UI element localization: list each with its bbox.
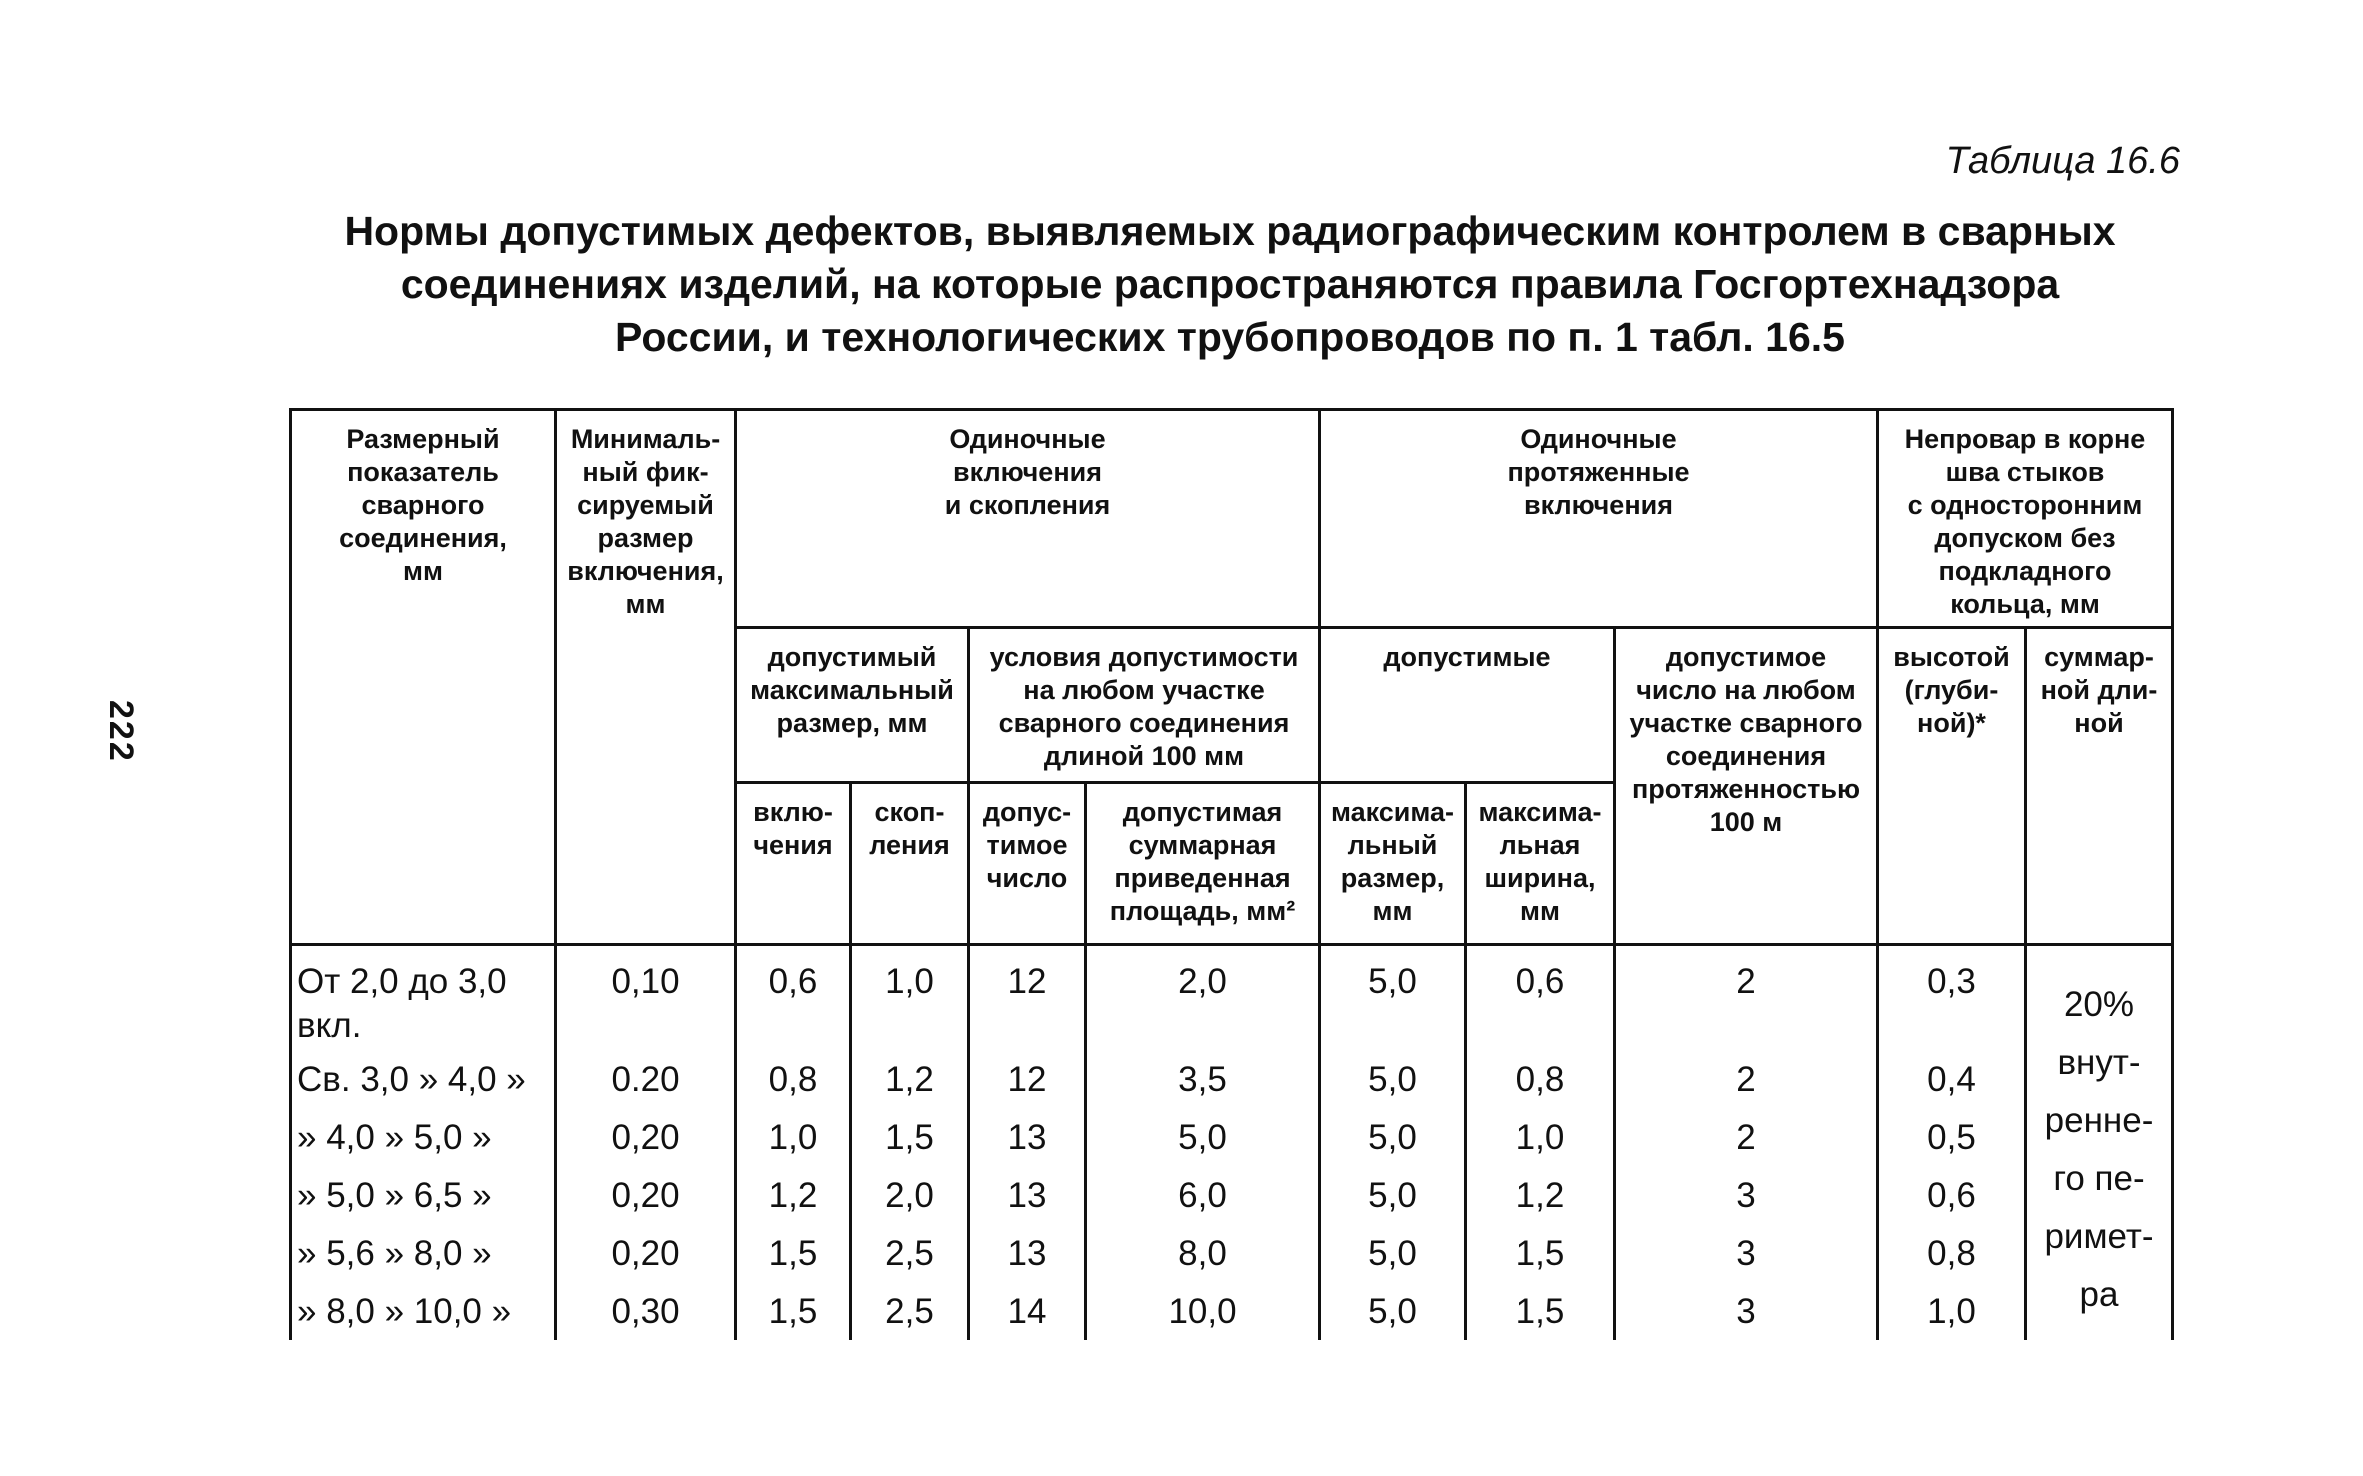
clusters-cell: 2,0 bbox=[851, 1166, 969, 1224]
table-row bbox=[291, 945, 2173, 1051]
max-size-cell: 5,0 bbox=[1320, 1108, 1466, 1166]
header-max-allowed-size bbox=[736, 628, 969, 783]
cell-line: на любом участке bbox=[1023, 675, 1265, 705]
min-size-cell: 0,30 bbox=[556, 1282, 736, 1340]
header-allowed-count bbox=[1615, 628, 1878, 945]
cell-line: включения bbox=[953, 457, 1102, 487]
cell-line: условия допустимости bbox=[989, 642, 1299, 672]
cell-line: допустимый bbox=[767, 642, 937, 672]
max-width-cell: 0,8 bbox=[1466, 1050, 1615, 1108]
table-row bbox=[291, 1108, 2173, 1166]
header-max-width bbox=[1466, 783, 1615, 945]
size-cell: » 4,0 » 5,0 » bbox=[291, 1108, 556, 1166]
cell-line: суммар- bbox=[2044, 642, 2154, 672]
inclusions-cell: 1,0 bbox=[736, 1108, 851, 1166]
cell-line: включения, bbox=[567, 556, 724, 586]
cell-line: число на любом bbox=[1636, 675, 1856, 705]
table-title bbox=[290, 205, 2170, 364]
inclusions-cell: 0,6 bbox=[736, 945, 851, 1051]
cell-line: ной дли- bbox=[2040, 675, 2158, 705]
cell-line: кольца, мм bbox=[1950, 589, 2100, 619]
inclusions-cell: 1,5 bbox=[736, 1282, 851, 1340]
cell-line: размер bbox=[597, 523, 694, 553]
cell-line: допустимое bbox=[1665, 642, 1827, 672]
cell-line: включения bbox=[1524, 490, 1673, 520]
number-cell: 13 bbox=[969, 1166, 1086, 1224]
header-max-size bbox=[1320, 783, 1466, 945]
depth-cell: 1,0 bbox=[1878, 1282, 2026, 1340]
depth-cell: 0,6 bbox=[1878, 1166, 2026, 1224]
header-lack-of-fusion bbox=[1878, 410, 2173, 628]
cell-line: ный фик- bbox=[582, 457, 709, 487]
area-cell: 3,5 bbox=[1086, 1050, 1320, 1108]
cell-line: ления bbox=[869, 830, 950, 860]
clusters-cell: 2,5 bbox=[851, 1282, 969, 1340]
min-size-cell: 0.20 bbox=[556, 1050, 736, 1108]
cell-line: сируемый bbox=[577, 490, 714, 520]
cell-line: с односторонним bbox=[1907, 490, 2143, 520]
count-cell: 3 bbox=[1615, 1224, 1878, 1282]
cell-line: максима- bbox=[1478, 797, 1602, 827]
cell-line: внут- bbox=[2057, 1043, 2141, 1082]
cell-line: ра bbox=[2079, 1275, 2119, 1314]
cell-line: льный bbox=[1347, 830, 1438, 860]
cell-line: Одиночные bbox=[949, 424, 1106, 454]
clusters-cell: 1,2 bbox=[851, 1050, 969, 1108]
title-line: России, и технологических трубопроводов по п. 1 табл. 16.5 bbox=[615, 314, 1845, 360]
max-size-cell: 5,0 bbox=[1320, 1050, 1466, 1108]
cell-line: приведенная bbox=[1114, 863, 1291, 893]
cell-line: (глуби- bbox=[1904, 675, 1999, 705]
cell-line: длиной 100 мм bbox=[1043, 741, 1245, 771]
count-cell: 3 bbox=[1615, 1166, 1878, 1224]
cell-line: льная bbox=[1499, 830, 1581, 860]
cell-line: сварного соединения bbox=[998, 708, 1290, 738]
cell-line: го пе- bbox=[2053, 1159, 2145, 1198]
max-width-cell: 1,5 bbox=[1466, 1282, 1615, 1340]
cell-line: соединения bbox=[1665, 741, 1827, 771]
table-caption: Таблица 16.6 bbox=[1945, 140, 2180, 182]
cell-line: максима- bbox=[1330, 797, 1455, 827]
count-cell: 2 bbox=[1615, 1050, 1878, 1108]
depth-cell: 0,5 bbox=[1878, 1108, 2026, 1166]
min-size-cell: 0,20 bbox=[556, 1166, 736, 1224]
header-total-length bbox=[2026, 628, 2173, 945]
cell-line: и скопления bbox=[944, 490, 1111, 520]
cell-line: число bbox=[986, 863, 1068, 893]
cell-line: размер, bbox=[1340, 863, 1445, 893]
header-clusters bbox=[851, 783, 969, 945]
cell-line: 20% bbox=[2063, 985, 2135, 1024]
min-size-cell: 0,20 bbox=[556, 1224, 736, 1282]
min-size-cell: 0,10 bbox=[556, 945, 736, 1051]
header-min-size bbox=[556, 410, 736, 945]
cell-line: чения bbox=[753, 830, 833, 860]
inclusions-cell: 1,2 bbox=[736, 1166, 851, 1224]
cell-line: протяженные bbox=[1507, 457, 1690, 487]
defect-norms-table bbox=[289, 408, 2174, 1340]
header-total-area bbox=[1086, 783, 1320, 945]
cell-line: размер, мм bbox=[776, 708, 928, 738]
cell-line: максимальный bbox=[750, 675, 954, 705]
header-conditions bbox=[969, 628, 1320, 783]
size-cell: » 8,0 » 10,0 » bbox=[291, 1282, 556, 1340]
title-line: Нормы допустимых дефектов, выявляемых радиографическим контролем в сварных bbox=[344, 208, 2116, 254]
max-size-cell: 5,0 bbox=[1320, 1166, 1466, 1224]
total-length-cell bbox=[2026, 945, 2173, 1341]
cell-line: соединения, bbox=[339, 523, 507, 553]
number-cell: 12 bbox=[969, 945, 1086, 1051]
number-cell: 12 bbox=[969, 1050, 1086, 1108]
header-single-inclusions bbox=[736, 410, 1320, 628]
count-cell: 2 bbox=[1615, 945, 1878, 1051]
table-row bbox=[291, 1166, 2173, 1224]
header-inclusions bbox=[736, 783, 851, 945]
header-size bbox=[291, 410, 556, 945]
cell-line: тимое bbox=[986, 830, 1068, 860]
area-cell: 10,0 bbox=[1086, 1282, 1320, 1340]
cell-line: шва стыков bbox=[1945, 457, 2105, 487]
size-cell: От 2,0 до 3,0 вкл. bbox=[291, 945, 556, 1051]
max-width-cell: 1,5 bbox=[1466, 1224, 1615, 1282]
cell-line: сварного bbox=[361, 490, 485, 520]
cell-line: суммарная bbox=[1128, 830, 1277, 860]
depth-cell: 0,4 bbox=[1878, 1050, 2026, 1108]
clusters-cell: 1,5 bbox=[851, 1108, 969, 1166]
table-row bbox=[291, 1282, 2173, 1340]
cell-line: мм bbox=[1520, 896, 1560, 926]
min-size-cell: 0,20 bbox=[556, 1108, 736, 1166]
cell-line: мм bbox=[403, 556, 443, 586]
cell-line: Непровар в корне bbox=[1904, 424, 2146, 454]
number-cell: 13 bbox=[969, 1108, 1086, 1166]
max-width-cell: 0,6 bbox=[1466, 945, 1615, 1051]
size-cell: » 5,0 » 6,5 » bbox=[291, 1166, 556, 1224]
cell-line: допус- bbox=[982, 797, 1072, 827]
cell-line: участке сварного bbox=[1629, 708, 1863, 738]
inclusions-cell: 1,5 bbox=[736, 1224, 851, 1282]
cell-line: протяженностью bbox=[1631, 774, 1861, 804]
table-row bbox=[291, 1224, 2173, 1282]
count-cell: 2 bbox=[1615, 1108, 1878, 1166]
size-cell: » 5,6 » 8,0 » bbox=[291, 1224, 556, 1282]
cell-line: 100 м bbox=[1709, 807, 1783, 837]
cell-line: ной bbox=[2074, 708, 2124, 738]
area-cell: 8,0 bbox=[1086, 1224, 1320, 1282]
cell-line: ширина, bbox=[1484, 863, 1596, 893]
max-size-cell: 5,0 bbox=[1320, 945, 1466, 1051]
number-cell: 13 bbox=[969, 1224, 1086, 1282]
cell-line: допустимая bbox=[1122, 797, 1283, 827]
cell-line: площадь, мм² bbox=[1109, 896, 1296, 926]
table-row bbox=[291, 1050, 2173, 1108]
header-depth bbox=[1878, 628, 2026, 945]
max-size-cell: 5,0 bbox=[1320, 1282, 1466, 1340]
cell-line: скоп- bbox=[874, 797, 945, 827]
title-line: соединениях изделий, на которые распространяются правила Госгортехнадзора bbox=[400, 261, 2060, 307]
clusters-cell: 1,0 bbox=[851, 945, 969, 1051]
cell-line: мм bbox=[1372, 896, 1413, 926]
cell-line: ренне- bbox=[2044, 1101, 2154, 1140]
depth-cell: 0,8 bbox=[1878, 1224, 2026, 1282]
max-width-cell: 1,2 bbox=[1466, 1166, 1615, 1224]
area-cell: 2,0 bbox=[1086, 945, 1320, 1051]
size-cell: Св. 3,0 » 4,0 » bbox=[291, 1050, 556, 1108]
header-extended-inclusions bbox=[1320, 410, 1878, 628]
max-width-cell: 1,0 bbox=[1466, 1108, 1615, 1166]
cell-line: допуском без bbox=[1934, 523, 2116, 553]
cell-line: вклю- bbox=[753, 797, 833, 827]
area-cell: 5,0 bbox=[1086, 1108, 1320, 1166]
cell-line: Одиночные bbox=[1520, 424, 1677, 454]
header-allowed: допустимые bbox=[1320, 628, 1615, 783]
max-size-cell: 5,0 bbox=[1320, 1224, 1466, 1282]
cell-line: римет- bbox=[2044, 1217, 2154, 1256]
cell-line: показатель bbox=[347, 457, 499, 487]
area-cell: 6,0 bbox=[1086, 1166, 1320, 1224]
cell-line: Размерный bbox=[346, 424, 500, 454]
number-cell: 14 bbox=[969, 1282, 1086, 1340]
cell-line: высотой bbox=[1893, 642, 2010, 672]
cell-line: ной)* bbox=[1917, 708, 1986, 738]
cell-line: Минималь- bbox=[570, 424, 721, 454]
clusters-cell: 2,5 bbox=[851, 1224, 969, 1282]
cell-line: мм bbox=[625, 589, 666, 619]
inclusions-cell: 0,8 bbox=[736, 1050, 851, 1108]
count-cell: 3 bbox=[1615, 1282, 1878, 1340]
cell-line: подкладного bbox=[1938, 556, 2112, 586]
header-allowed-number bbox=[969, 783, 1086, 945]
page-number: 222 bbox=[102, 700, 140, 763]
depth-cell: 0,3 bbox=[1878, 945, 2026, 1051]
